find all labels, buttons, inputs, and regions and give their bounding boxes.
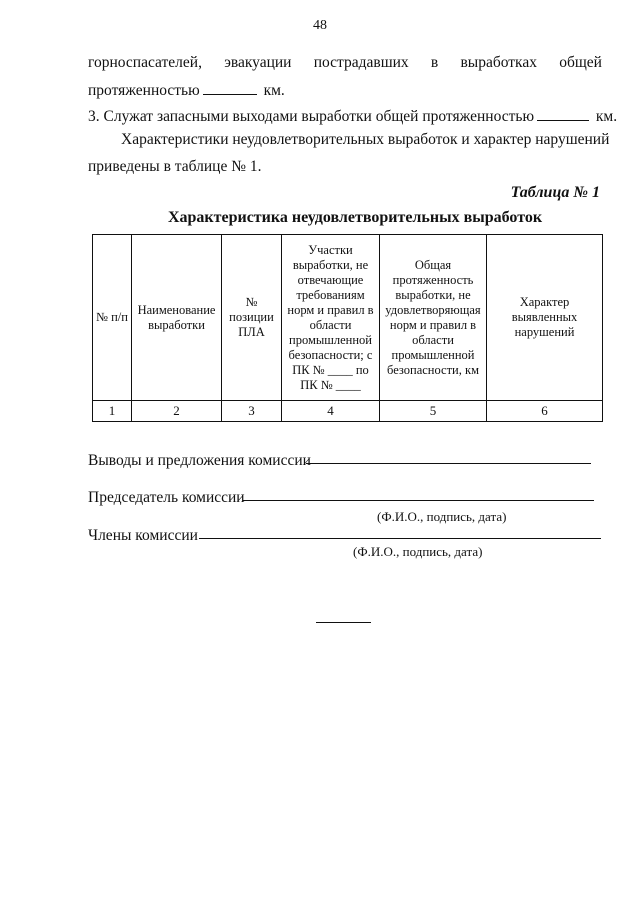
table-number-row [93,401,603,422]
table-label: Таблица № 1 [510,184,600,201]
item-3-text: 3. Служат запасными выходами выработки общей протяженностью [88,108,535,125]
table-header-cell: № позиции ПЛА [222,235,282,401]
paragraph-line [88,82,285,100]
column-number: 5 [380,401,487,422]
table-header-cell: Наименование выработки [132,235,222,401]
table-header-cell: Общая протяженность выработки, не удовлетворяющая норм и правил в области промышленной безопасности, км [380,235,487,401]
column-number: 3 [222,401,282,422]
conclusions-label: Выводы и предложения комиссии [88,452,311,469]
word: выработках [460,54,537,71]
word: эвакуации [224,54,292,71]
length-blank [203,82,257,95]
item-3 [88,108,617,126]
item-3-unit: км. [595,108,618,125]
members-hint: (Ф.И.О., подпись, дата) [353,544,483,559]
members-signature-line [199,525,601,539]
unit-label: км. [263,82,285,99]
chairman-signature-line [243,487,594,501]
table-title: Характеристика неудовлетворительных выработок [167,209,543,226]
conclusions-line [306,450,591,464]
chairman-label: Председатель комиссии [88,489,245,506]
end-rule [316,622,371,623]
column-number: 1 [93,401,132,422]
paragraph-line: Характеристики неудовлетворительных выработок и характер нарушений [121,131,610,148]
column-number: 4 [282,401,380,422]
members-label: Члены комиссии [88,527,198,544]
chairman-hint: (Ф.И.О., подпись, дата) [377,509,507,524]
length-label: протяженностью [88,82,200,99]
page-number: 48 [313,18,327,33]
word: общей [559,54,602,71]
table-header-cell: Характер выявленных нарушений [487,235,603,401]
word: пострадавших [313,54,409,71]
column-number: 6 [487,401,603,422]
item-3-blank [537,108,589,121]
column-number: 2 [132,401,222,422]
table-header-row [93,235,603,401]
word: в [430,54,439,71]
violations-table [92,234,603,422]
table-header-cell: № п/п [93,235,132,401]
paragraph-line [88,54,602,72]
paragraph-line: приведены в таблице № 1. [88,158,262,175]
table-header-cell: Участки выработки, не отвечающие требованиям норм и правил в области промышленной безопасности; с ПК № ____ по ПК № ____ [282,235,380,401]
word: горноспасателей, [88,54,202,71]
